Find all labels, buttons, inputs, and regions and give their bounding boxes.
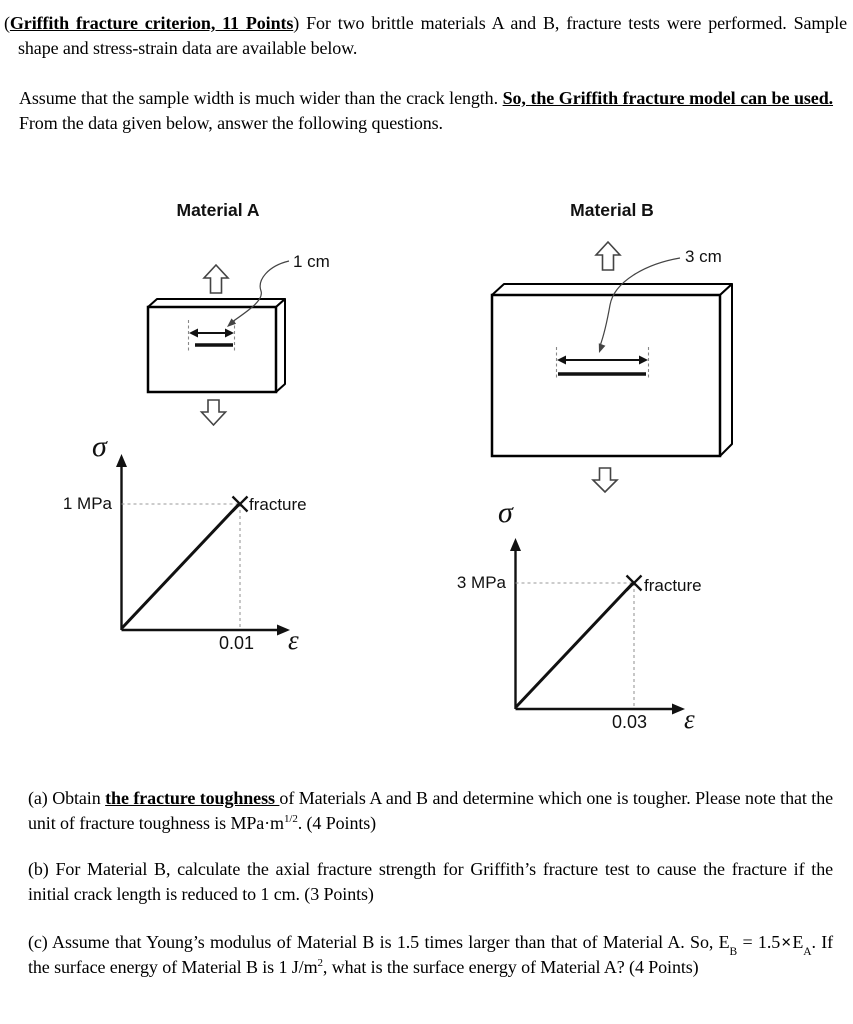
question-a-pre: (a) Obtain: [28, 788, 106, 808]
tension-down-arrow-a: [202, 400, 226, 425]
sample-box-b-right-face: [720, 284, 732, 456]
question-a-superscript: 1/2: [283, 812, 298, 825]
stress-strain-graph-b: [457, 496, 702, 734]
crack-length-label-b: 3 cm: [685, 247, 722, 266]
material-b-title: Material B: [570, 200, 654, 220]
strain-value-label-b: 0.03: [612, 712, 648, 732]
sample-box-a-right-face: [276, 299, 285, 392]
question-c-mid1: = 1.5: [737, 932, 781, 952]
fracture-label-b: fracture: [644, 576, 702, 595]
modulus-a-subscript: A: [803, 945, 812, 958]
squared-superscript: 2: [317, 956, 323, 969]
question-b: [28, 857, 833, 906]
sample-box-b-top-face: [492, 284, 732, 295]
question-c-mid3: . If the surface energy of Material B is 1 J/m: [28, 932, 834, 977]
problem-title: Griffith fracture criterion, 11 Points: [9, 13, 294, 33]
crack-length-label-a: 1 cm: [293, 252, 330, 271]
material-b-figure: [492, 200, 732, 492]
tension-down-arrow-b: [593, 468, 617, 492]
y-axis-a-arrowhead: [116, 454, 127, 467]
question-c-pre: (c) Assume that Young’s modulus of Material B is 1.5 times larger than that of Material A. So, E: [28, 932, 730, 952]
material-a-figure: [148, 200, 330, 425]
stress-value-label-b: 3 MPa: [456, 573, 506, 592]
sigma-axis-label-a: σ: [92, 430, 107, 463]
question-c-mid2: E: [792, 932, 804, 952]
modulus-b-subscript: B: [729, 945, 738, 958]
fracture-label-a: fracture: [249, 495, 307, 514]
intro-paragraph-2-post: From the data given below, answer the following questions.: [19, 112, 443, 133]
tension-up-arrow-a: [204, 265, 228, 293]
question-c: [28, 930, 833, 979]
intro-paragraph-2: [19, 86, 833, 135]
stress-value-label-a: 1 MPa: [62, 494, 112, 513]
fracture-x-marker-a: [233, 497, 248, 512]
intro-paragraph-1-text: ) For two brittle materials A and B, fracture tests were performed. Sample shape and stress-strain data are available below.: [18, 13, 847, 58]
question-a-mid: of Materials A and B and determine which one is tougher. Please note that the unit of fracture toughness is MPa·m: [28, 788, 833, 833]
stress-strain-line-b: [516, 582, 634, 707]
question-b-text: (b) For Material B, calculate the axial fracture strength for Griffith’s fracture test to cause the fracture if the initial crack length is reduced to 1 cm. (3 Points): [28, 859, 833, 904]
stress-strain-line-a: [122, 503, 240, 628]
griffith-model-emphasis: So, the Griffith fracture model can be used.: [502, 88, 834, 108]
intro-paragraph-1: [4, 11, 847, 60]
question-a-post: . (4 Points): [297, 812, 377, 833]
question-a: [28, 786, 833, 835]
intro-paragraph-2-pre: Assume that the sample width is much wider than the crack length.: [19, 88, 503, 108]
fracture-x-marker-b: [627, 576, 642, 591]
tension-up-arrow-b: [596, 242, 620, 270]
epsilon-axis-label-b: ε: [684, 704, 695, 734]
sample-box-a-front-face: [148, 307, 276, 392]
material-a-title: Material A: [176, 200, 260, 220]
question-c-post: , what is the surface energy of Material A? (4 Points): [322, 956, 699, 977]
fracture-toughness-emphasis: the fracture toughness: [105, 788, 280, 808]
intro-open-paren: (: [4, 13, 10, 33]
sample-box-b: [492, 284, 732, 456]
sigma-axis-label-b: σ: [498, 496, 513, 529]
stress-strain-graph-a: [63, 430, 307, 655]
epsilon-axis-label-a: ε: [288, 625, 299, 655]
multiplication-sign: ×: [781, 932, 792, 952]
figures-canvas: [0, 190, 853, 770]
strain-value-label-a: 0.01: [219, 633, 255, 653]
y-axis-b-arrowhead: [510, 538, 521, 551]
